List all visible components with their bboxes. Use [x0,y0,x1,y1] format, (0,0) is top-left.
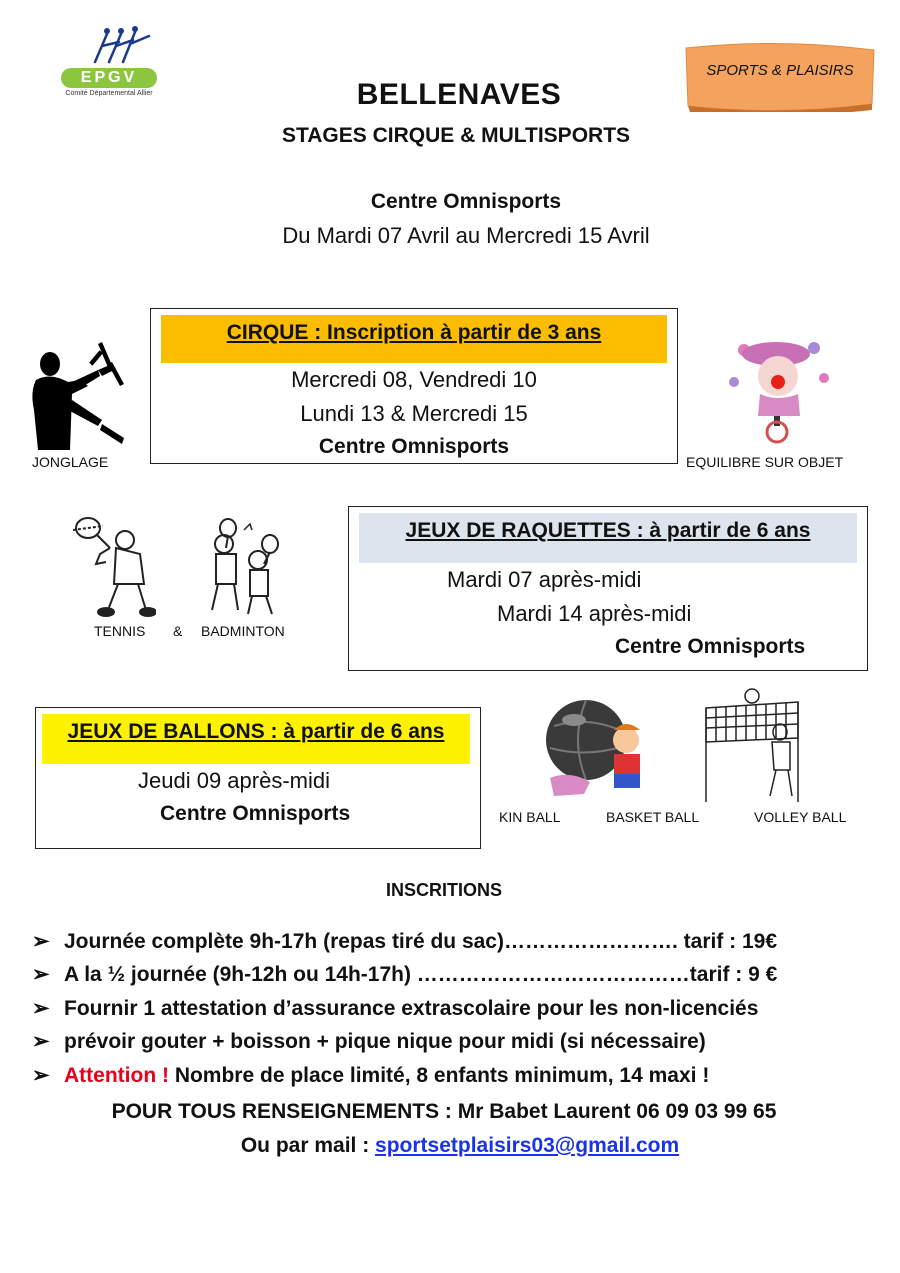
raquettes-line-2: Mardi 14 après-midi [497,601,692,626]
bullet-text: prévoir gouter + boisson + pique nique pour midi (si nécessaire) [64,1030,706,1053]
attention-label: Attention ! [64,1064,169,1087]
juggler-icon [28,340,138,452]
header-venue: Centre Omnisports [370,190,562,213]
bullet-text: Fournir 1 attestation d’assurance extrascolaire pour les non-licenciés [64,997,759,1020]
cirque-box [150,308,678,464]
bullet-text: A la ½ journée (9h-12h ou 14h-17h) …………………………………tarif : 9 € [64,963,778,986]
tennis-caption: TENNIS [94,623,146,639]
cirque-heading: CIRQUE : Inscription à partir de 3 ans [226,321,602,344]
bullet-item-attention [32,1063,709,1088]
arrow-bullet-icon: ➢ [32,997,50,1020]
ballons-line-1: Jeudi 09 après-midi [138,768,330,793]
cirque-line-1: Mercredi 08, Vendredi 10 [291,367,537,392]
volley-ball-icon [700,686,806,804]
ballons-venue: Centre Omnisports [160,802,351,825]
basket-ball-caption: BASKET BALL [606,809,700,825]
page-title: BELLENAVES [356,78,562,111]
clown-unicycle-icon [724,332,834,444]
bullet-item [32,996,758,1021]
bullet-item [32,929,777,954]
kin-ball-caption: KIN BALL [499,809,561,825]
raquettes-line-1: Mardi 07 après-midi [447,567,642,592]
raquettes-heading-bar [359,513,857,563]
logo-subtitle: Comité Départemental Allier [65,90,153,97]
raquettes-heading: JEUX DE RAQUETTES : à partir de 6 ans [405,519,811,542]
bullet-item [32,962,777,987]
contact-phone: POUR TOUS RENSEIGNEMENTS : Mr Babet Laurent 06 09 03 99 65 [111,1100,777,1123]
header-dates: Du Mardi 07 Avril au Mercredi 15 Avril [282,223,650,248]
tennis-player-icon [70,514,156,618]
arrow-bullet-icon: ➢ [32,1030,50,1053]
logo-text: EPGV [61,68,157,88]
arrow-bullet-icon: ➢ [32,963,50,986]
raquettes-box [348,506,868,671]
equilibre-caption: EQUILIBRE SUR OBJET [686,454,844,470]
inscriptions-heading: INSCRITIONS [385,880,502,900]
badminton-players-icon [204,518,284,618]
volley-ball-caption: VOLLEY BALL [754,809,847,825]
badminton-caption: BADMINTON [201,623,285,639]
jonglage-caption: JONGLAGE [32,454,109,470]
ribbon-label: SPORTS & PLAISIRS [706,62,854,79]
raquettes-venue: Centre Omnisports [615,635,806,658]
kin-basket-ball-icon [540,696,650,802]
mail-prefix: Ou par mail : [240,1134,376,1157]
ballons-heading: JEUX DE BALLONS : à partir de 6 ans [67,720,445,743]
attention-text: Nombre de place limité, 8 enfants minimum, 14 maxi ! [168,1064,710,1087]
arrow-bullet-icon: ➢ [32,1064,50,1087]
ballons-heading-bar [42,714,470,764]
bullet-text: Journée complète 9h-17h (repas tiré du sac)……………………. tarif : 19€ [64,930,778,953]
cirque-heading-bar [161,315,667,363]
cirque-line-2: Lundi 13 & Mercredi 15 [300,401,528,426]
contact-mail-line [0,1134,900,1158]
email-link[interactable]: sportsetplaisirs03@gmail.com [375,1134,680,1157]
gymnast-figures-icon [45,22,173,70]
ballons-box [35,707,481,849]
arrow-bullet-icon: ➢ [32,930,50,953]
and-caption: & [173,623,183,639]
bullet-item [32,1029,706,1054]
page-subtitle: STAGES CIRQUE & MULTISPORTS [281,124,631,147]
cirque-venue: Centre Omnisports [318,435,510,458]
